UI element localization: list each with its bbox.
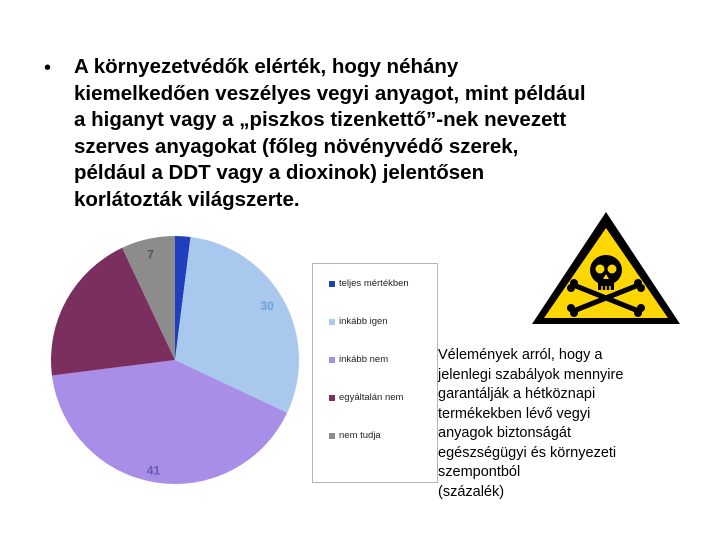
legend-item: [329, 392, 403, 403]
legend-swatch: [329, 433, 335, 439]
chart-legend: [312, 263, 438, 483]
legend-swatch: [329, 281, 335, 287]
legend-swatch: [329, 357, 335, 363]
legend-swatch: [329, 395, 335, 401]
pie-data-label: 2: [176, 241, 184, 256]
chart-caption: Vélemények arról, hogy a jelenlegi szabályok mennyire garantálják a hétköznapi termékekben lévő vegyi anyagok biztonságát egészségügyi és környezeti szempontból (százalék): [438, 347, 624, 500]
pie-chart: [40, 225, 310, 495]
legend-item: [329, 354, 388, 365]
pie-data-label: 30: [260, 299, 274, 314]
legend-swatch: [329, 319, 335, 325]
pie-data-label: 7: [147, 247, 154, 262]
legend-label: inkább nem: [339, 354, 389, 365]
pie-data-label: 20: [70, 305, 84, 320]
pie-data-label: 41: [146, 463, 161, 478]
legend-label: inkább igen: [339, 316, 388, 327]
legend-label: egyáltalán nem: [339, 392, 404, 403]
legend-label: teljes mértékben: [339, 278, 409, 289]
legend-item: [329, 430, 381, 441]
legend-item: [329, 278, 409, 289]
legend-item: [329, 316, 388, 327]
bullet-dot: •: [44, 57, 52, 79]
bullet-text: A környezetvédők elérték, hogy néhány kiemelkedően veszélyes vegyi anyagot, mint például a higanyt vagy a „piszkos tizenkettő”-nek nevezett szerves anyagokat (főleg növényvédő szerek, például a DDT vagy a dioxinok) jelentősen korlátozták világszerte.: [74, 55, 586, 211]
skull-and-crossbones-icon: [528, 208, 684, 328]
legend-label: nem tudja: [339, 430, 381, 441]
